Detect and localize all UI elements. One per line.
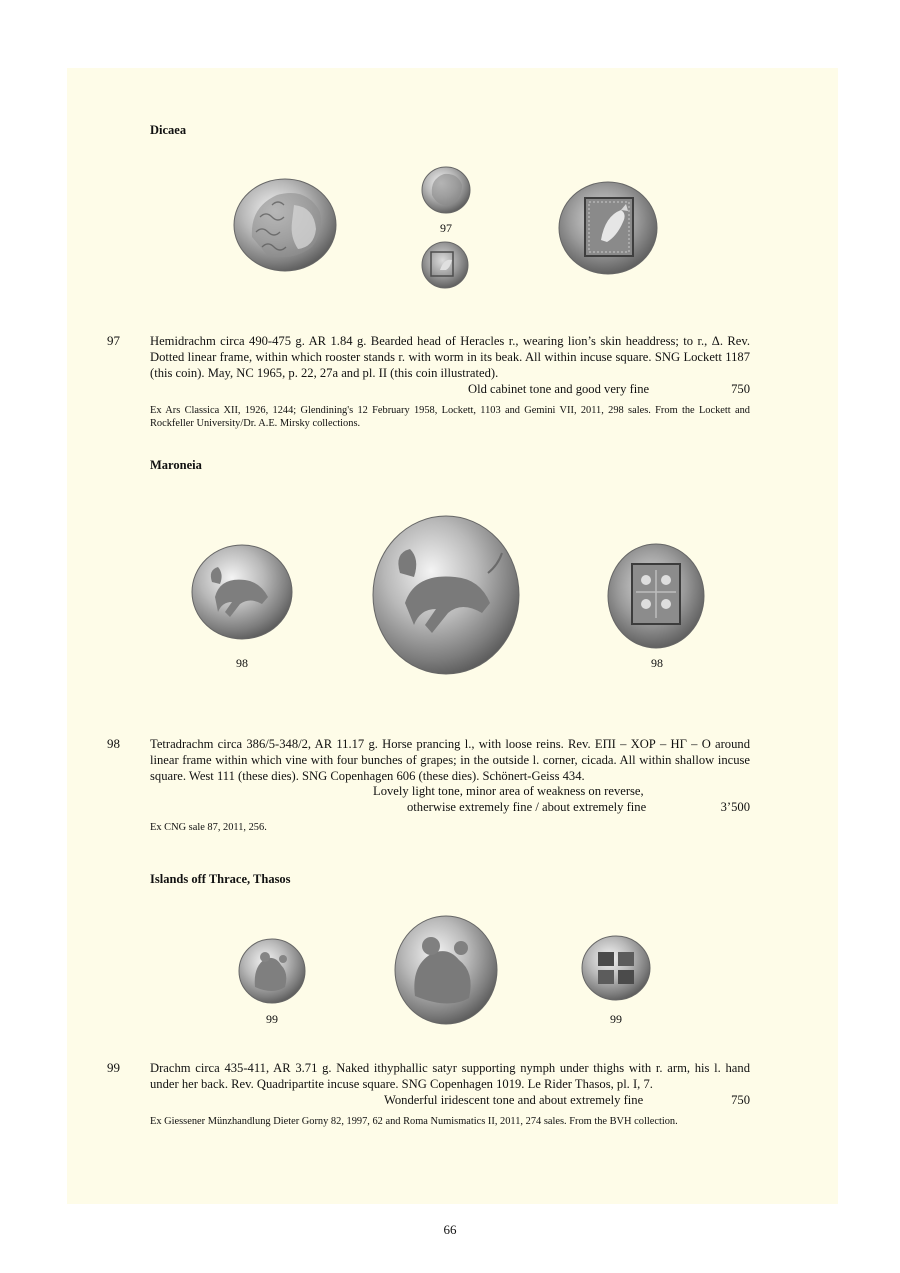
lot-description-97: Hemidrachm circa 490-475 g. AR 1.84 g. Bearded head of Heracles r., wearing lion’s skin headdress; to r., Δ. Rev. Dotted linear frame, within which rooster stands r. with worm in its beak. All within incuse square. SNG Lockett 1187 (this coin). May, NC 1965, p. 22, 27a and pl. II (this coin illustrated). (150, 334, 750, 380)
coin-97-obverse-small (420, 165, 472, 215)
section-heading-thasos: Islands off Thrace, Thasos (150, 872, 291, 886)
image-caption: 98 (236, 656, 248, 670)
lot-condition-98-line-2: otherwise extremely fine / about extremely fine (407, 800, 647, 814)
coin-97-reverse-large (557, 180, 659, 276)
coin-98-obverse-small (190, 542, 294, 642)
section-heading-maroneia: Maroneia (150, 458, 202, 472)
coin-98-obverse-large (370, 513, 522, 677)
lot-provenance-97: Ex Ars Classica XII, 1926, 1244; Glendining's 12 February 1958, Lockett, 1103 and Gemini VII, 2011, 298 sales. From the Lockett and Rockfeller University/Dr. A.E. Mirsky collections. (150, 405, 750, 429)
lot-provenance-99: Ex Giessener Münzhandlung Dieter Gorny 82, 1997, 62 and Roma Numismatics II, 2011, 274 sales. From the BVH collection. (150, 1116, 678, 1127)
lot-description-99: Drachm circa 435-411, AR 3.71 g. Naked ithyphallic satyr supporting nymph under thighs with r. arm, his l. hand under her back. Rev. Quadripartite incuse square. SNG Copenhagen 1019. Le Rider Thasos, pl. I, 7. (150, 1061, 750, 1091)
lot-number-99: 99 (107, 1060, 120, 1075)
image-caption: 99 (610, 1012, 622, 1026)
image-caption: 97 (440, 221, 452, 235)
section-heading-dicaea: Dicaea (150, 123, 187, 137)
coin-98-reverse (606, 542, 706, 650)
coin-97-reverse-small (420, 240, 470, 290)
coin-97-obverse-large (232, 177, 338, 273)
coin-99-obverse-large (393, 914, 499, 1026)
lot-price-99: 750 (731, 1093, 750, 1107)
page-number: 66 (443, 1222, 457, 1237)
lot-number-98: 98 (107, 736, 120, 751)
lot-condition-97: Old cabinet tone and good very fine (468, 382, 650, 396)
image-caption: 98 (651, 656, 663, 670)
lot-price-98: 3’500 (720, 800, 750, 814)
coin-99-obverse-small (237, 937, 307, 1005)
lot-provenance-98: Ex CNG sale 87, 2011, 256. (150, 822, 267, 833)
lot-condition-99: Wonderful iridescent tone and about extremely fine (384, 1093, 644, 1107)
coin-99-reverse (580, 934, 652, 1002)
lot-description-98: Tetradrachm circa 386/5-348/2, AR 11.17 g. Horse prancing l., with loose reins. Rev. ΕΠΙ – ΧΟΡ – ΗΓ – Ο around linear frame within which vine with four bunches of grapes; in the outside l. corner, cicada. All within shallow incuse square. West 111 (these dies). SNG Copenhagen 606 (these dies). Schönert-Geiss 434. (150, 737, 750, 783)
lot-condition-98-line-1: Lovely light tone, minor area of weakness on reverse, (373, 784, 644, 798)
lot-price-97: 750 (731, 382, 750, 396)
lot-number-97: 97 (107, 333, 120, 348)
image-caption: 99 (266, 1012, 278, 1026)
